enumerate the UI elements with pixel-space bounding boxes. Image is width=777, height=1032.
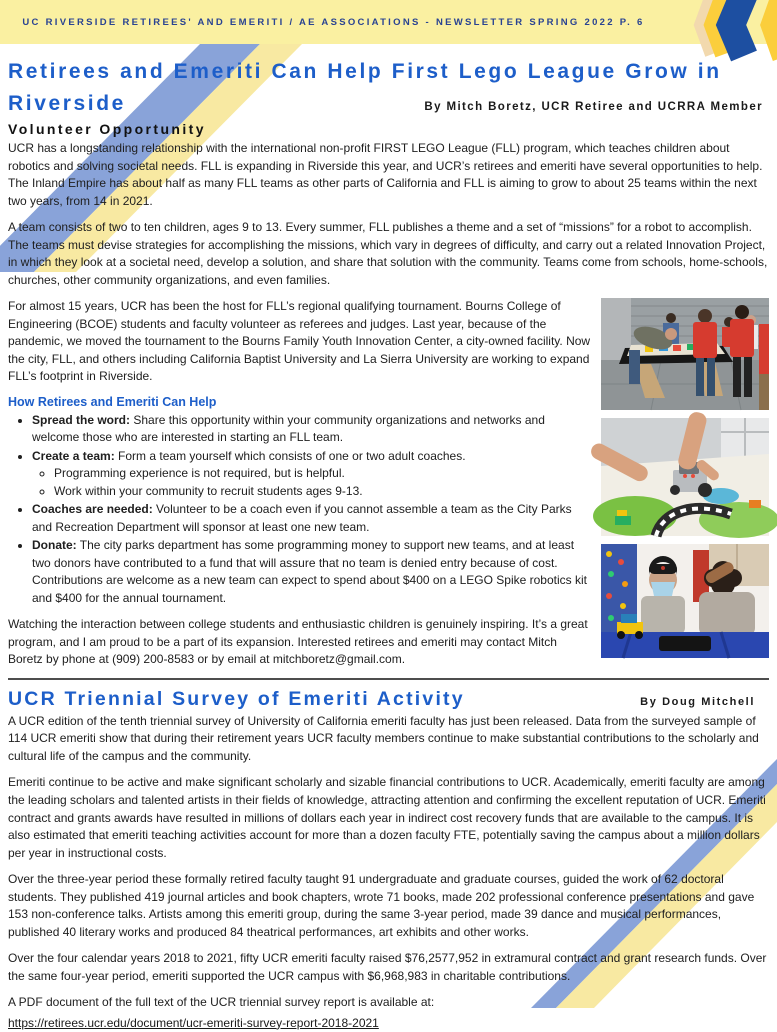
survey-report-link[interactable]: https://retirees.ucr.edu/document/ucr-emeriti-survey-report-2018-2021 bbox=[8, 1015, 379, 1030]
lego-robot-hands-on-mat-photo bbox=[601, 418, 769, 536]
article2-paragraph-3: Over the three-year period these formally retired faculty taught 91 undergraduate and graduate courses, guided the work of 62 doctoral students. They published 419 journal articles and book chapters, wrote 71 books, made 202 professional conference presentations and gave 153 non-conference talks. Artists among this emeriti group, during the same 3-year period, made 39 dance and musical performances, published 40 literary works and produced 84 theatrical performances, art exhibits and other works. bbox=[8, 872, 755, 939]
fll-tournament-table-crowd-photo bbox=[601, 298, 769, 410]
list-item: ◦ Work within your community to recruit students ages 9-13. bbox=[54, 483, 769, 501]
chevron-ribbon-icon bbox=[677, 0, 777, 48]
article1-closing-paragraph: Watching the interaction between college students and enthusiastic children is genuinely inspiring. It’s a great program, and I am proud to be a part of its expansion. Interested retirees and emeriti may contact Mitch Boretz by phone at (909) 200-8583 or by email at mitchboretz@gmail.com. bbox=[8, 617, 588, 667]
article1-paragraph-1: UCR has a longstanding relationship with the international non-profit FIRST LEGO League (FLL) program, which teaches children about robotics and solving societal needs. FLL is expanding in Riverside this year, and UCR’s retirees and emeriti have several opportunities to help. The Inland Empire has about half as many FLL teams as other parts of California and FLL is aiming to grow to about 25 teams within the next two years, from 14 in 2021. bbox=[8, 141, 763, 208]
list-item: • Spread the word: Share this opportunity within your community organizations and networks and welcome those who are interested in starting an FLL team. bbox=[32, 412, 769, 447]
list-item: • Coaches are needed: Volunteer to be a coach even if you cannot assemble a team as the City Parks and Recreation Department will sponsor at least one new team. bbox=[32, 501, 769, 536]
article-triennial-survey bbox=[8, 688, 769, 1032]
pdf-availability-line: A PDF document of the full text of the UCR triennial survey report is available at: bbox=[8, 995, 435, 1010]
article1-paragraph-2: A team consists of two to ten children, ages 9 to 13. Every summer, FLL publishes a theme and a set of “missions” for a robot to accomplish. The teams must devise strategies for accomplishing the missions, which vary in degrees of difficulty, and carry out a related Innovation Project, in which they look at a societal need, develop a solution, and share that solution with the community. Teams come from schools, home-schools, churches, other community organizations, and even families. bbox=[8, 220, 768, 287]
article1-byline: By Mitch Boretz, UCR Retiree and UCRRA Member bbox=[424, 100, 763, 113]
article2-paragraph-2: Emeriti continue to be active and make significant scholarly and sizable financial contributions to UCR. Academically, emeriti faculty are among the leading scholars and talented artists in their fields of knowledge, attracting attention and confirming the excellent reputation of UCR. Emeriti contract and grants awards have resulted in millions of dollars each year in indirect cost recovery funds that are available to the campus. It is also estimated that emeriti teaching activities account for more than a dozen faculty FTE, potentially saving the campus about a million dollars per year in instructional costs. bbox=[8, 775, 766, 860]
article1-section-heading: Volunteer Opportunity bbox=[8, 121, 206, 137]
article2-paragraph-4: Over the four calendar years 2018 to 2021, fifty UCR emeriti faculty raised $76,2577,952 in extramural contract and grant research funds. Over the same four-year period, emeriti supported the UCR campus with $6,968,983 in charitable contributions. bbox=[8, 951, 767, 983]
article2-title: UCR Triennial Survey of Emeriti Activity bbox=[8, 687, 465, 710]
section-divider bbox=[8, 678, 769, 680]
article1-title-line1: Retirees and Emeriti Can Help First Lego League Grow in bbox=[8, 60, 722, 83]
article2-paragraph-1: A UCR edition of the tenth triennial survey of University of California emeriti faculty has just been released. Data from the surveyed sample of 114 UCR emeriti show that during their retirement years UCR faculty members continue to make substantial contributions to the scholarly and cultural life of the campus and the community. bbox=[8, 713, 759, 763]
list-item: • Donate: The city parks department has some programming money to support new teams, and at least two donors have contributed to a fund that will assure that no team is denied entry because of cost. Contributions are welcome as a new team can expect to spend about $400 on a LEGO Spike robotics kit and $400 for the annual tournament. bbox=[32, 537, 769, 607]
list-item: ◦ Programming experience is not required, but is helpful. bbox=[54, 465, 769, 483]
article1-title-line2: Riverside bbox=[8, 91, 126, 115]
masthead-banner bbox=[0, 0, 777, 44]
masthead-title: UC RIVERSIDE RETIREES' AND EMERITI / AE ASSOCIATIONS - NEWSLETTER SPRING 2022 P. 6 bbox=[22, 16, 645, 28]
children-with-robot-blue-table-photo bbox=[601, 544, 769, 658]
article2-byline: By Doug Mitchell bbox=[640, 695, 755, 708]
article1-how-help-heading: How Retirees and Emeriti Can Help bbox=[8, 394, 217, 409]
article-first-lego-league bbox=[8, 56, 769, 669]
article1-paragraph-3: For almost 15 years, UCR has been the host for FLL’s regional qualifying tournament. Bourns College of Engineering (BCOE) students and faculty volunteer as referees and judges. Last year, because of the pandemic, we moved the tournament to the Bourns Family Youth Innovation Center, a city-owned facility. Now the city, FLL, and others including California Baptist University and La Sierra University are working to expand FLL’s footprint in Riverside. bbox=[8, 299, 591, 384]
photo-column bbox=[601, 298, 769, 658]
article1-title bbox=[8, 56, 769, 119]
list-item: • Create a team: Form a team yourself which consists of one or two adult coaches. ◦ Programming experience is not required, but is helpful. ◦ Work within your community to recruit students ages 9-13. bbox=[32, 448, 769, 501]
